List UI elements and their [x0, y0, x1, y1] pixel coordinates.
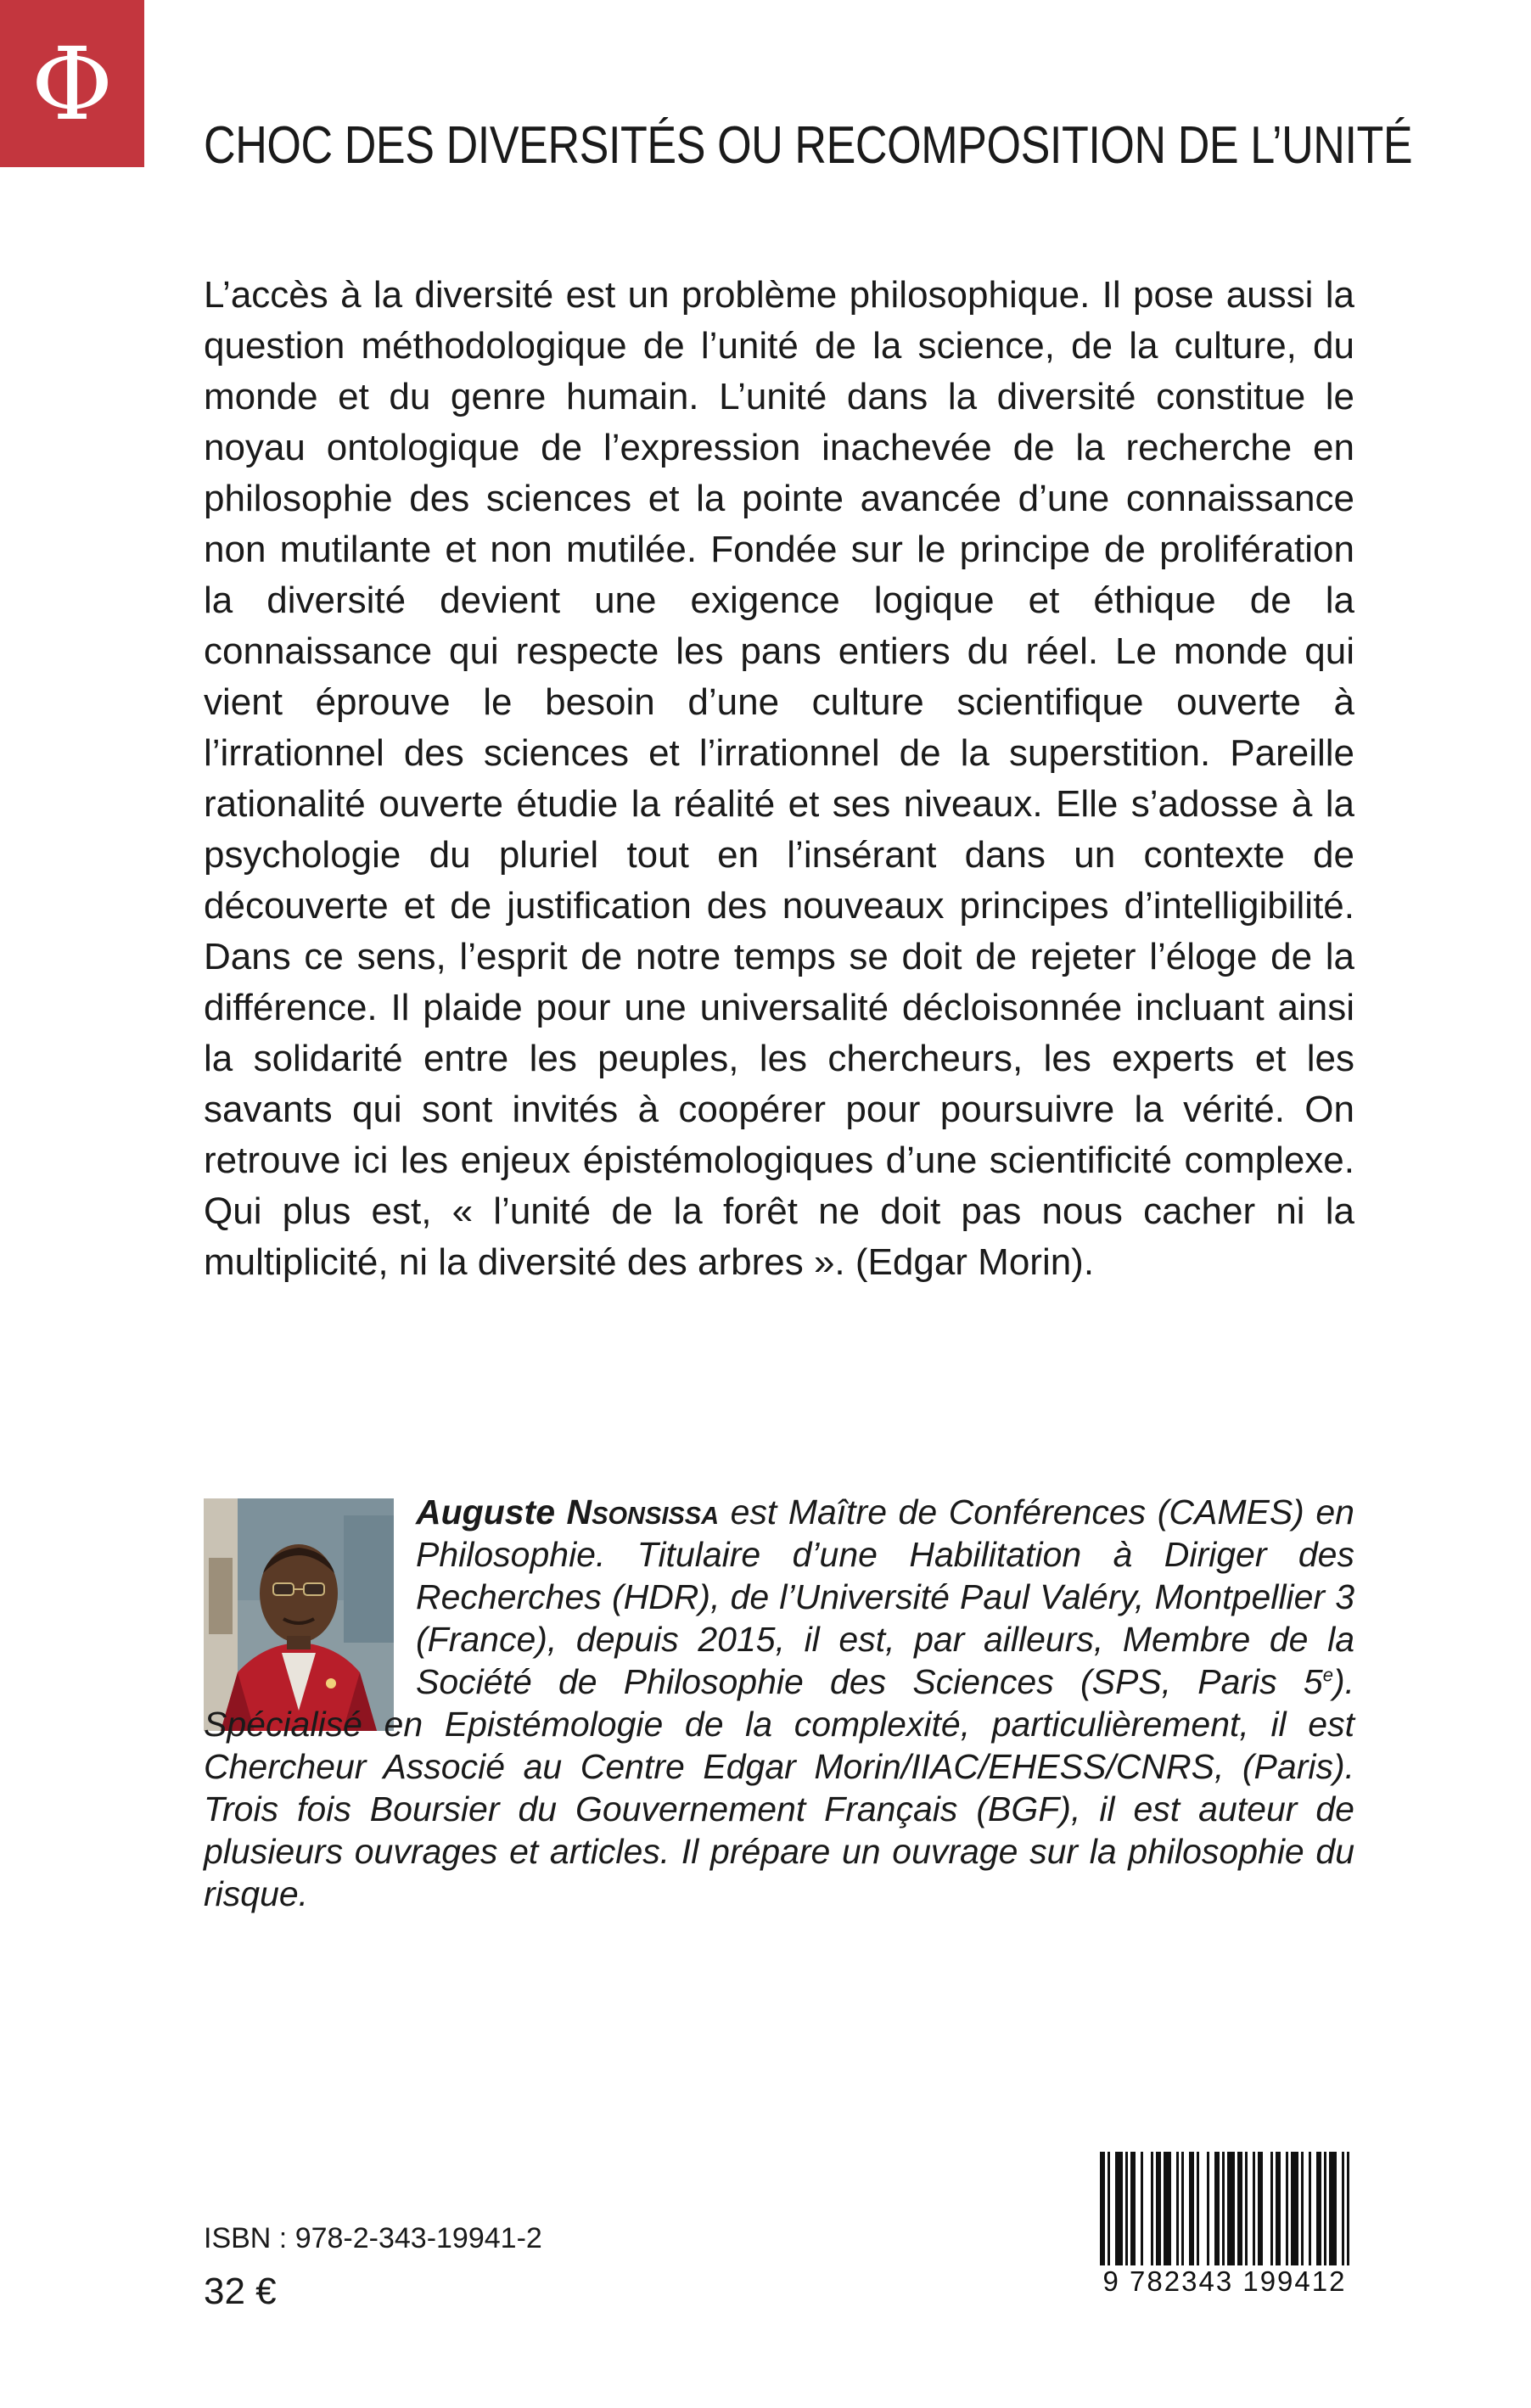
barcode-bar	[1222, 2152, 1225, 2271]
barcode-bar	[1237, 2152, 1242, 2271]
author-name: Auguste Nsonsissa	[416, 1492, 720, 1532]
barcode-bar	[1141, 2152, 1143, 2271]
barcode-bar	[1309, 2152, 1311, 2271]
barcode-bar	[1151, 2152, 1153, 2271]
author-surname: Nsonsissa	[566, 1492, 720, 1532]
barcode-bar	[1100, 2152, 1105, 2271]
book-summary: L’accès à la diversité est un problème philosophique. Il pose aussi la question méthodologique de l’unité de la science, de la culture, du monde et du genre humain. L’unité dans la diversité constitue le noyau ontologique de l’expression inachevée de la recherche en philosophie des sciences et la pointe avancée d’une connaissance non mutilante et non mutilée. Fondée sur le principe de prolifération la diversité devient une exigence logique et éthique de la connaissance qui respecte les pans entiers du réel. Le monde qui vient éprouve le besoin d’une culture scientifique ouverte à l’irrationnel des sciences et l’irrationnel de la superstition. Pareille rationalité ouverte étudie la réalité et ses niveaux. Elle s’adosse à la psychologie du pluriel tout en l’insérant dans un contexte de découverte et de justification des nouveaux principes d’intelligibilité. Dans ce sens, l’esprit de notre temps se doit de rejeter l’éloge de la différence. Il plaide pour une universalité décloisonnée incluant ainsi la solidarité entre les peuples, les chercheurs, les experts et les savants qui sont invités à coopérer pour poursuivre la vérité. On retrouve ici les enjeux épistémologiques d’une scientificité complexe. Qui plus est, « l’unité de la forêt ne doit pas nous cacher ni la multiplicité, ni la diversité des arbres ». (Edgar Morin).	[204, 274, 1354, 1283]
barcode-bar	[1108, 2152, 1110, 2271]
barcode-digits: 9 782343 199412	[1093, 2265, 1356, 2298]
barcode-bar	[1301, 2152, 1304, 2271]
bio-text-part1: est Maître de Conférences (CAMES) en Philosophie. Titulaire d’une Habilitation à Diriger des Recherches (HDR), de l’Université Paul Valéry, Montpellier 3 (France), depuis 2015, il est, par ailleurs, Membre de la Société de Philosophie des Sciences (SPS, Paris 5	[416, 1492, 1354, 1701]
barcode-bar	[1316, 2152, 1321, 2271]
barcode-bar	[1181, 2152, 1184, 2271]
barcode-bar	[1253, 2152, 1255, 2271]
isbn-label: ISBN : 978-2-343-19941-2	[204, 2222, 542, 2254]
bio-superscript: e	[1322, 1664, 1333, 1686]
barcode-bar	[1207, 2152, 1209, 2271]
barcode-bar	[1291, 2152, 1298, 2271]
barcode-bar	[1197, 2152, 1199, 2271]
barcode-bar	[1329, 2152, 1337, 2271]
barcode-bar	[1164, 2152, 1171, 2271]
publisher-logo	[0, 0, 144, 167]
bio-text-part2: ). Spécialisé en Epistémologie de la complexité, particulièrement, il est Chercheur Associé au Centre Edgar Morin/IIAC/EHESS/CNRS, (Paris). Trois fois Boursier du Gouvernement Français (BGF), il est auteur de plusieurs ouvrages et articles. Il prépare un ouvrage sur la philosophie du risque.	[204, 1662, 1354, 1913]
barcode-bar	[1347, 2152, 1349, 2271]
barcode-bar	[1125, 2152, 1128, 2271]
price-label: 32 €	[204, 2271, 277, 2312]
barcode-bar	[1189, 2152, 1194, 2271]
barcode-bar	[1270, 2152, 1273, 2271]
book-title: CHOC DES DIVERSITÉS OU RECOMPOSITION DE L’UNITÉ	[204, 116, 1413, 175]
barcode-bar	[1130, 2152, 1136, 2271]
barcode-bar	[1115, 2152, 1123, 2271]
barcode-bar	[1227, 2152, 1235, 2271]
author-bio	[204, 1491, 1354, 1915]
barcode-bar	[1276, 2152, 1281, 2271]
barcode-bar	[1176, 2152, 1179, 2271]
barcode-bar	[1258, 2152, 1263, 2271]
phi-glyph: Φ	[31, 25, 114, 143]
barcode-bar	[1342, 2152, 1344, 2271]
barcode-bar	[1214, 2152, 1220, 2271]
barcode-bar	[1245, 2152, 1248, 2271]
barcode-bar	[1324, 2152, 1326, 2271]
barcode-bar	[1286, 2152, 1288, 2271]
barcode-bar	[1156, 2152, 1161, 2271]
